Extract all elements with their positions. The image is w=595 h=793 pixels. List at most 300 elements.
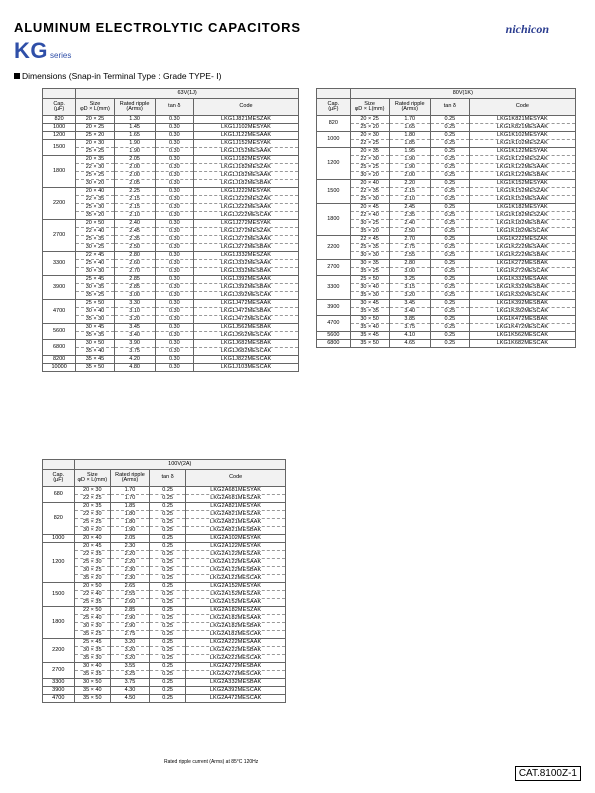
table-row xyxy=(317,244,576,252)
table-row xyxy=(317,196,576,204)
code-cell: LKG1J682MESBAK xyxy=(194,340,299,348)
tan-cell: 0.25 xyxy=(430,292,469,300)
table-row xyxy=(43,671,286,679)
table-row xyxy=(43,292,299,300)
code-cell: LKG2A182MESAAK xyxy=(186,615,286,623)
table-row xyxy=(43,244,299,252)
header-spacer xyxy=(317,89,351,99)
ripple-cell: 2.90 xyxy=(111,615,150,623)
tan-cell: 0.25 xyxy=(430,204,469,212)
tan-cell: 0.30 xyxy=(155,188,193,196)
table-row xyxy=(43,559,286,567)
code-cell: LKG2A821MESYAK xyxy=(186,503,286,511)
table-row xyxy=(317,292,576,300)
column-size xyxy=(76,99,114,116)
size-cell: 25 × 25 xyxy=(74,519,110,527)
size-cell: 22 × 50 xyxy=(74,607,110,615)
code-cell: LKG1K392MESCAK xyxy=(469,308,575,316)
table-row xyxy=(43,495,286,503)
table-row xyxy=(317,260,576,268)
tan-cell: 0.25 xyxy=(430,180,469,188)
tan-cell: 0.25 xyxy=(430,332,469,340)
size-cell: 22 × 35 xyxy=(350,188,389,196)
ripple-cell: 4.65 xyxy=(389,340,430,348)
size-cell: 25 × 25 xyxy=(76,148,114,156)
size-cell: 22 × 35 xyxy=(76,196,114,204)
table-row xyxy=(317,220,576,228)
table-row xyxy=(43,196,299,204)
size-cell: 25 × 20 xyxy=(350,124,389,132)
code-cell: LKG2A122MESAAK xyxy=(186,559,286,567)
code-cell: LKG1J182MESYAK xyxy=(194,156,299,164)
table-row xyxy=(317,124,576,132)
tan-cell: 0.30 xyxy=(155,244,193,252)
table-row xyxy=(43,631,286,639)
tan-cell: 0.25 xyxy=(430,308,469,316)
ripple-cell: 3.75 xyxy=(111,679,150,687)
table-row xyxy=(43,340,299,348)
size-cell: 35 × 25 xyxy=(76,292,114,300)
column-tan: tan δ xyxy=(430,99,469,116)
column-cap xyxy=(43,470,75,487)
table-row xyxy=(43,276,299,284)
tan-cell: 0.25 xyxy=(149,623,185,631)
table-row xyxy=(317,236,576,244)
table-row xyxy=(317,276,576,284)
size-cell: 35 × 45 xyxy=(350,332,389,340)
table-row xyxy=(317,308,576,316)
size-cell: 20 × 30 xyxy=(74,487,110,495)
table-row xyxy=(317,116,576,124)
ripple-cell: 3.45 xyxy=(114,324,155,332)
brand-logo: nichicon xyxy=(505,22,549,36)
size-cell: 25 × 20 xyxy=(76,132,114,140)
code-cell: LKG1J222MESYAK xyxy=(194,188,299,196)
table-row xyxy=(43,284,299,292)
ripple-cell: 2.30 xyxy=(111,567,150,575)
code-cell: LKG1K182MESZAK xyxy=(469,212,575,220)
table-row xyxy=(43,599,286,607)
size-cell: 20 × 40 xyxy=(350,180,389,188)
code-cell: LKG2A182MESBAK xyxy=(186,623,286,631)
tan-cell: 0.25 xyxy=(430,212,469,220)
size-cell: 25 × 30 xyxy=(74,559,110,567)
ripple-cell: 2.50 xyxy=(114,244,155,252)
code-cell: LKG1J562MESCAK xyxy=(194,332,299,340)
size-cell: 35 × 50 xyxy=(350,340,389,348)
tan-cell: 0.25 xyxy=(149,639,185,647)
ripple-cell: 4.10 xyxy=(389,332,430,340)
size-cell: 20 × 35 xyxy=(74,503,110,511)
size-cell: 22 × 25 xyxy=(74,495,110,503)
ripple-cell: 2.15 xyxy=(389,188,430,196)
size-cell: 20 × 30 xyxy=(76,140,114,148)
size-cell: 25 × 30 xyxy=(76,204,114,212)
tan-cell: 0.25 xyxy=(149,583,185,591)
code-cell: LKG1J682MESCAK xyxy=(194,348,299,356)
size-cell: 20 × 25 xyxy=(76,124,114,132)
table-row xyxy=(43,639,286,647)
tan-cell: 0.30 xyxy=(155,252,193,260)
size-cell: 30 × 20 xyxy=(350,172,389,180)
column-ripple-line1: Rated ripple xyxy=(115,471,145,478)
ripple-cell: 3.40 xyxy=(114,332,155,340)
code-cell: LKG2A392MESCAK xyxy=(186,687,286,695)
table-row xyxy=(317,204,576,212)
size-cell: 35 × 20 xyxy=(74,575,110,583)
code-cell: LKG1K122MESAAK xyxy=(469,164,575,172)
column-size-line2: φD × L(mm) xyxy=(354,106,385,112)
ripple-cell: 2.40 xyxy=(389,220,430,228)
table-row xyxy=(317,164,576,172)
ripple-cell: 2.90 xyxy=(111,623,150,631)
tan-cell: 0.30 xyxy=(155,356,193,364)
code-cell: LKG1J122MESAAK xyxy=(194,132,299,140)
tan-cell: 0.25 xyxy=(149,647,185,655)
size-cell: 22 × 30 xyxy=(76,164,114,172)
ripple-cell: 2.20 xyxy=(389,180,430,188)
table-row xyxy=(43,156,299,164)
size-cell: 25 × 25 xyxy=(350,164,389,172)
size-cell: 20 × 25 xyxy=(76,116,114,124)
ripple-cell: 3.20 xyxy=(114,316,155,324)
column-ripple-line2: (Arms) xyxy=(121,477,139,483)
ripple-cell: 3.30 xyxy=(114,300,155,308)
table-row xyxy=(43,332,299,340)
table-row xyxy=(43,695,286,703)
cap-cell: 1000 xyxy=(317,132,351,148)
ripple-cell: 2.60 xyxy=(114,260,155,268)
cap-cell: 8200 xyxy=(43,356,76,364)
table-row xyxy=(317,332,576,340)
code-cell: LKG2A681MESYAK xyxy=(186,487,286,495)
series-word: series xyxy=(50,51,72,60)
code-cell: LKG2A681MESZAK xyxy=(186,495,286,503)
size-cell: 30 × 40 xyxy=(74,663,110,671)
table-63v xyxy=(42,88,299,372)
cap-cell: 3300 xyxy=(43,679,75,687)
column-code: Code xyxy=(194,99,299,116)
tan-cell: 0.30 xyxy=(155,212,193,220)
tan-cell: 0.25 xyxy=(430,324,469,332)
code-cell: LKG1J272MESZAK xyxy=(194,228,299,236)
code-cell: LKG2A102MESYAK xyxy=(186,535,286,543)
ripple-cell: 2.35 xyxy=(114,236,155,244)
ripple-cell: 2.45 xyxy=(114,228,155,236)
size-cell: 35 × 35 xyxy=(74,671,110,679)
cap-cell: 1500 xyxy=(43,140,76,156)
table-row xyxy=(43,679,286,687)
ripple-cell: 2.55 xyxy=(111,591,150,599)
ripple-cell: 1.90 xyxy=(389,156,430,164)
column-ripple-line1: Rated ripple xyxy=(394,100,425,107)
code-cell: LKG2A182MESZAK xyxy=(186,607,286,615)
tan-cell: 0.25 xyxy=(149,503,185,511)
size-cell: 30 × 30 xyxy=(74,623,110,631)
code-cell: LKG1K182MESYAK xyxy=(469,204,575,212)
code-cell: LKG1K272MESCAK xyxy=(469,268,575,276)
size-cell: 35 × 30 xyxy=(350,292,389,300)
code-cell: LKG1K392MESBAK xyxy=(469,300,575,308)
cap-cell: 1500 xyxy=(317,180,351,204)
size-cell: 35 × 20 xyxy=(76,212,114,220)
cap-cell: 2200 xyxy=(317,236,351,260)
ripple-cell: 2.00 xyxy=(114,164,155,172)
tan-cell: 0.25 xyxy=(430,220,469,228)
code-cell: LKG1K122MESBAK xyxy=(469,172,575,180)
cap-cell: 10000 xyxy=(43,364,76,372)
table-row xyxy=(43,220,299,228)
table-row xyxy=(43,140,299,148)
tan-cell: 0.25 xyxy=(149,559,185,567)
size-cell: 22 × 35 xyxy=(74,551,110,559)
ripple-cell: 3.25 xyxy=(389,276,430,284)
column-ripple xyxy=(111,470,150,487)
code-cell: LKG1K332MESBAK xyxy=(469,284,575,292)
table-row xyxy=(43,316,299,324)
table-row xyxy=(43,575,286,583)
ripple-cell: 2.20 xyxy=(111,551,150,559)
code-cell: LKG1K821MESAAK xyxy=(469,124,575,132)
size-cell: 35 × 30 xyxy=(76,316,114,324)
column-ripple-line2: (Arms) xyxy=(126,106,143,112)
tan-cell: 0.25 xyxy=(149,487,185,495)
column-cap xyxy=(317,99,351,116)
tan-cell: 0.25 xyxy=(430,316,469,324)
table-row xyxy=(43,300,299,308)
table-row xyxy=(43,228,299,236)
tan-cell: 0.30 xyxy=(155,140,193,148)
code-cell: LKG1J332MESAAK xyxy=(194,260,299,268)
size-cell: 30 × 50 xyxy=(74,679,110,687)
code-cell: LKG1K182MESCAK xyxy=(469,228,575,236)
tan-cell: 0.25 xyxy=(430,236,469,244)
code-cell: LKG2A332MESBAK xyxy=(186,679,286,687)
table-row xyxy=(317,156,576,164)
column-size-line2: φD × L(mm) xyxy=(77,477,108,483)
tan-cell: 0.25 xyxy=(430,156,469,164)
cap-cell: 3900 xyxy=(43,687,75,695)
cap-cell: 820 xyxy=(317,116,351,132)
ripple-cell: 4.50 xyxy=(111,695,150,703)
tan-cell: 0.30 xyxy=(155,260,193,268)
code-cell: LKG2A152MESYAK xyxy=(186,583,286,591)
code-cell: LKG1K152MESZAK xyxy=(469,188,575,196)
table-row xyxy=(43,487,286,495)
size-cell: 25 × 45 xyxy=(76,276,114,284)
tan-cell: 0.25 xyxy=(149,655,185,663)
subtitle-text: Dimensions (Snap-in Terminal Type : Grade TYPE- Ⅰ) xyxy=(22,71,222,81)
ripple-cell: 2.65 xyxy=(111,583,150,591)
code-cell: LKG1J222MESAAK xyxy=(194,204,299,212)
code-cell: LKG2A152MESZAK xyxy=(186,591,286,599)
ripple-cell: 2.30 xyxy=(111,543,150,551)
size-cell: 22 × 25 xyxy=(350,140,389,148)
table-row xyxy=(43,260,299,268)
table-row xyxy=(43,623,286,631)
size-cell: 20 × 45 xyxy=(74,543,110,551)
ripple-cell: 1.30 xyxy=(114,116,155,124)
table-row xyxy=(43,252,299,260)
column-ripple-line1: Rated ripple xyxy=(119,100,150,107)
cap-cell: 5600 xyxy=(317,332,351,340)
code-cell: LKG1J562MESBAK xyxy=(194,324,299,332)
column-size-line1: Size xyxy=(86,471,98,478)
tan-cell: 0.25 xyxy=(430,196,469,204)
tan-cell: 0.25 xyxy=(430,276,469,284)
code-cell: LKG1J392MESAAK xyxy=(194,276,299,284)
catalog-number: CAT.8100Z-1 xyxy=(515,766,581,781)
code-cell: LKG1J821MESZAK xyxy=(194,116,299,124)
cap-cell: 1200 xyxy=(43,132,76,140)
ripple-cell: 2.20 xyxy=(111,559,150,567)
size-cell: 20 × 50 xyxy=(74,583,110,591)
code-cell: LKG1K682MESCAK xyxy=(469,340,575,348)
ripple-cell: 2.10 xyxy=(389,196,430,204)
column-size-line1: Size xyxy=(89,100,101,107)
cap-cell: 680 xyxy=(43,487,75,503)
ripple-cell: 2.40 xyxy=(114,220,155,228)
table-row xyxy=(317,132,576,140)
column-cap-line2: (µF) xyxy=(53,477,64,483)
size-cell: 20 × 40 xyxy=(76,188,114,196)
cap-cell: 4700 xyxy=(43,300,76,324)
code-cell: LKG1J822MESCAK xyxy=(194,356,299,364)
table-row xyxy=(317,316,576,324)
table-row xyxy=(43,204,299,212)
table-row xyxy=(43,607,286,615)
ripple-cell: 1.95 xyxy=(389,148,430,156)
table-row xyxy=(43,172,299,180)
tan-cell: 0.25 xyxy=(430,188,469,196)
size-cell: 30 × 25 xyxy=(350,220,389,228)
cap-cell: 820 xyxy=(43,116,76,124)
tan-cell: 0.30 xyxy=(155,236,193,244)
size-cell: 25 × 35 xyxy=(350,244,389,252)
table-row xyxy=(43,236,299,244)
ripple-cell: 2.00 xyxy=(389,172,430,180)
code-cell: LKG1K332MESAAK xyxy=(469,276,575,284)
table-row xyxy=(317,340,576,348)
ripple-cell: 1.80 xyxy=(389,132,430,140)
size-cell: 25 × 45 xyxy=(74,639,110,647)
tan-cell: 0.25 xyxy=(430,140,469,148)
size-cell: 30 × 50 xyxy=(76,340,114,348)
ripple-cell: 3.10 xyxy=(114,308,155,316)
table-row xyxy=(43,308,299,316)
ripple-cell: 4.80 xyxy=(114,364,155,372)
tan-cell: 0.25 xyxy=(149,535,185,543)
tan-cell: 0.30 xyxy=(155,204,193,212)
ripple-cell: 3.75 xyxy=(389,324,430,332)
cap-cell: 1800 xyxy=(43,156,76,188)
header-spacer xyxy=(43,460,75,470)
code-cell: LKG1J103MESCAK xyxy=(194,364,299,372)
cap-cell: 3300 xyxy=(317,276,351,300)
ripple-cell: 3.20 xyxy=(111,655,150,663)
table-row xyxy=(43,124,299,132)
ripple-cell: 1.85 xyxy=(389,140,430,148)
ripple-cell: 3.75 xyxy=(114,348,155,356)
size-cell: 35 × 35 xyxy=(76,332,114,340)
code-cell: LKG2A821MESZAK xyxy=(186,511,286,519)
size-cell: 22 × 45 xyxy=(76,252,114,260)
size-cell: 30 × 40 xyxy=(76,308,114,316)
code-cell: LKG1J102MESYAK xyxy=(194,124,299,132)
ripple-cell: 2.80 xyxy=(389,260,430,268)
ripple-cell: 3.25 xyxy=(111,671,150,679)
ripple-cell: 1.90 xyxy=(111,527,150,535)
column-code: Code xyxy=(186,470,286,487)
page-title: ALUMINUM ELECTROLYTIC CAPACITORS xyxy=(14,20,301,35)
code-cell: LKG1K182MESBAK xyxy=(469,220,575,228)
cap-cell: 820 xyxy=(43,503,75,535)
ripple-cell: 1.80 xyxy=(111,511,150,519)
size-cell: 25 × 25 xyxy=(76,172,114,180)
cap-cell: 1200 xyxy=(43,543,75,583)
tan-cell: 0.30 xyxy=(155,292,193,300)
ripple-cell: 3.40 xyxy=(389,308,430,316)
code-cell: LKG1J272MESBAK xyxy=(194,244,299,252)
ripple-cell: 1.90 xyxy=(389,164,430,172)
column-cap xyxy=(43,99,76,116)
ripple-cell: 2.75 xyxy=(389,244,430,252)
size-cell: 35 × 40 xyxy=(74,687,110,695)
column-cap-line2: (µF) xyxy=(328,106,339,112)
size-cell: 22 × 40 xyxy=(350,212,389,220)
voltage-header: 63V(1J) xyxy=(76,89,299,99)
tan-cell: 0.25 xyxy=(149,687,185,695)
tan-cell: 0.25 xyxy=(149,695,185,703)
column-tan: tan δ xyxy=(149,470,185,487)
tan-cell: 0.30 xyxy=(155,124,193,132)
ripple-cell: 2.25 xyxy=(114,188,155,196)
code-cell: LKG2A272MESBAK xyxy=(186,663,286,671)
tan-cell: 0.30 xyxy=(155,364,193,372)
ripple-cell: 1.90 xyxy=(114,148,155,156)
code-cell: LKG1J152MESAAK xyxy=(194,148,299,156)
code-cell: LKG1J222MESZAK xyxy=(194,196,299,204)
code-cell: LKG1J182MESAAK xyxy=(194,172,299,180)
size-cell: 35 × 50 xyxy=(76,364,114,372)
size-cell: 35 × 40 xyxy=(76,348,114,356)
table-row xyxy=(43,615,286,623)
tan-cell: 0.30 xyxy=(155,276,193,284)
tan-cell: 0.30 xyxy=(155,164,193,172)
tan-cell: 0.25 xyxy=(149,679,185,687)
tan-cell: 0.30 xyxy=(155,228,193,236)
size-cell: 30 × 35 xyxy=(350,260,389,268)
ripple-cell: 3.20 xyxy=(111,647,150,655)
ripple-cell: 1.70 xyxy=(389,116,430,124)
code-cell: LKG1K122MESYAK xyxy=(469,148,575,156)
size-cell: 20 × 40 xyxy=(74,535,110,543)
table-row xyxy=(43,503,286,511)
column-size xyxy=(74,470,110,487)
table-row xyxy=(317,268,576,276)
code-cell: LKG2A472MESCAK xyxy=(186,695,286,703)
tan-cell: 0.30 xyxy=(155,132,193,140)
ripple-cell: 3.00 xyxy=(114,292,155,300)
size-cell: 25 × 35 xyxy=(74,599,110,607)
ripple-cell: 3.20 xyxy=(111,639,150,647)
code-cell: LKG1K122MESZAK xyxy=(469,156,575,164)
column-cap-line1: Cap. xyxy=(327,100,340,107)
ripple-cell: 2.80 xyxy=(114,252,155,260)
cap-cell: 3900 xyxy=(317,300,351,316)
code-cell: LKG1K222MESBAK xyxy=(469,252,575,260)
tan-cell: 0.30 xyxy=(155,180,193,188)
